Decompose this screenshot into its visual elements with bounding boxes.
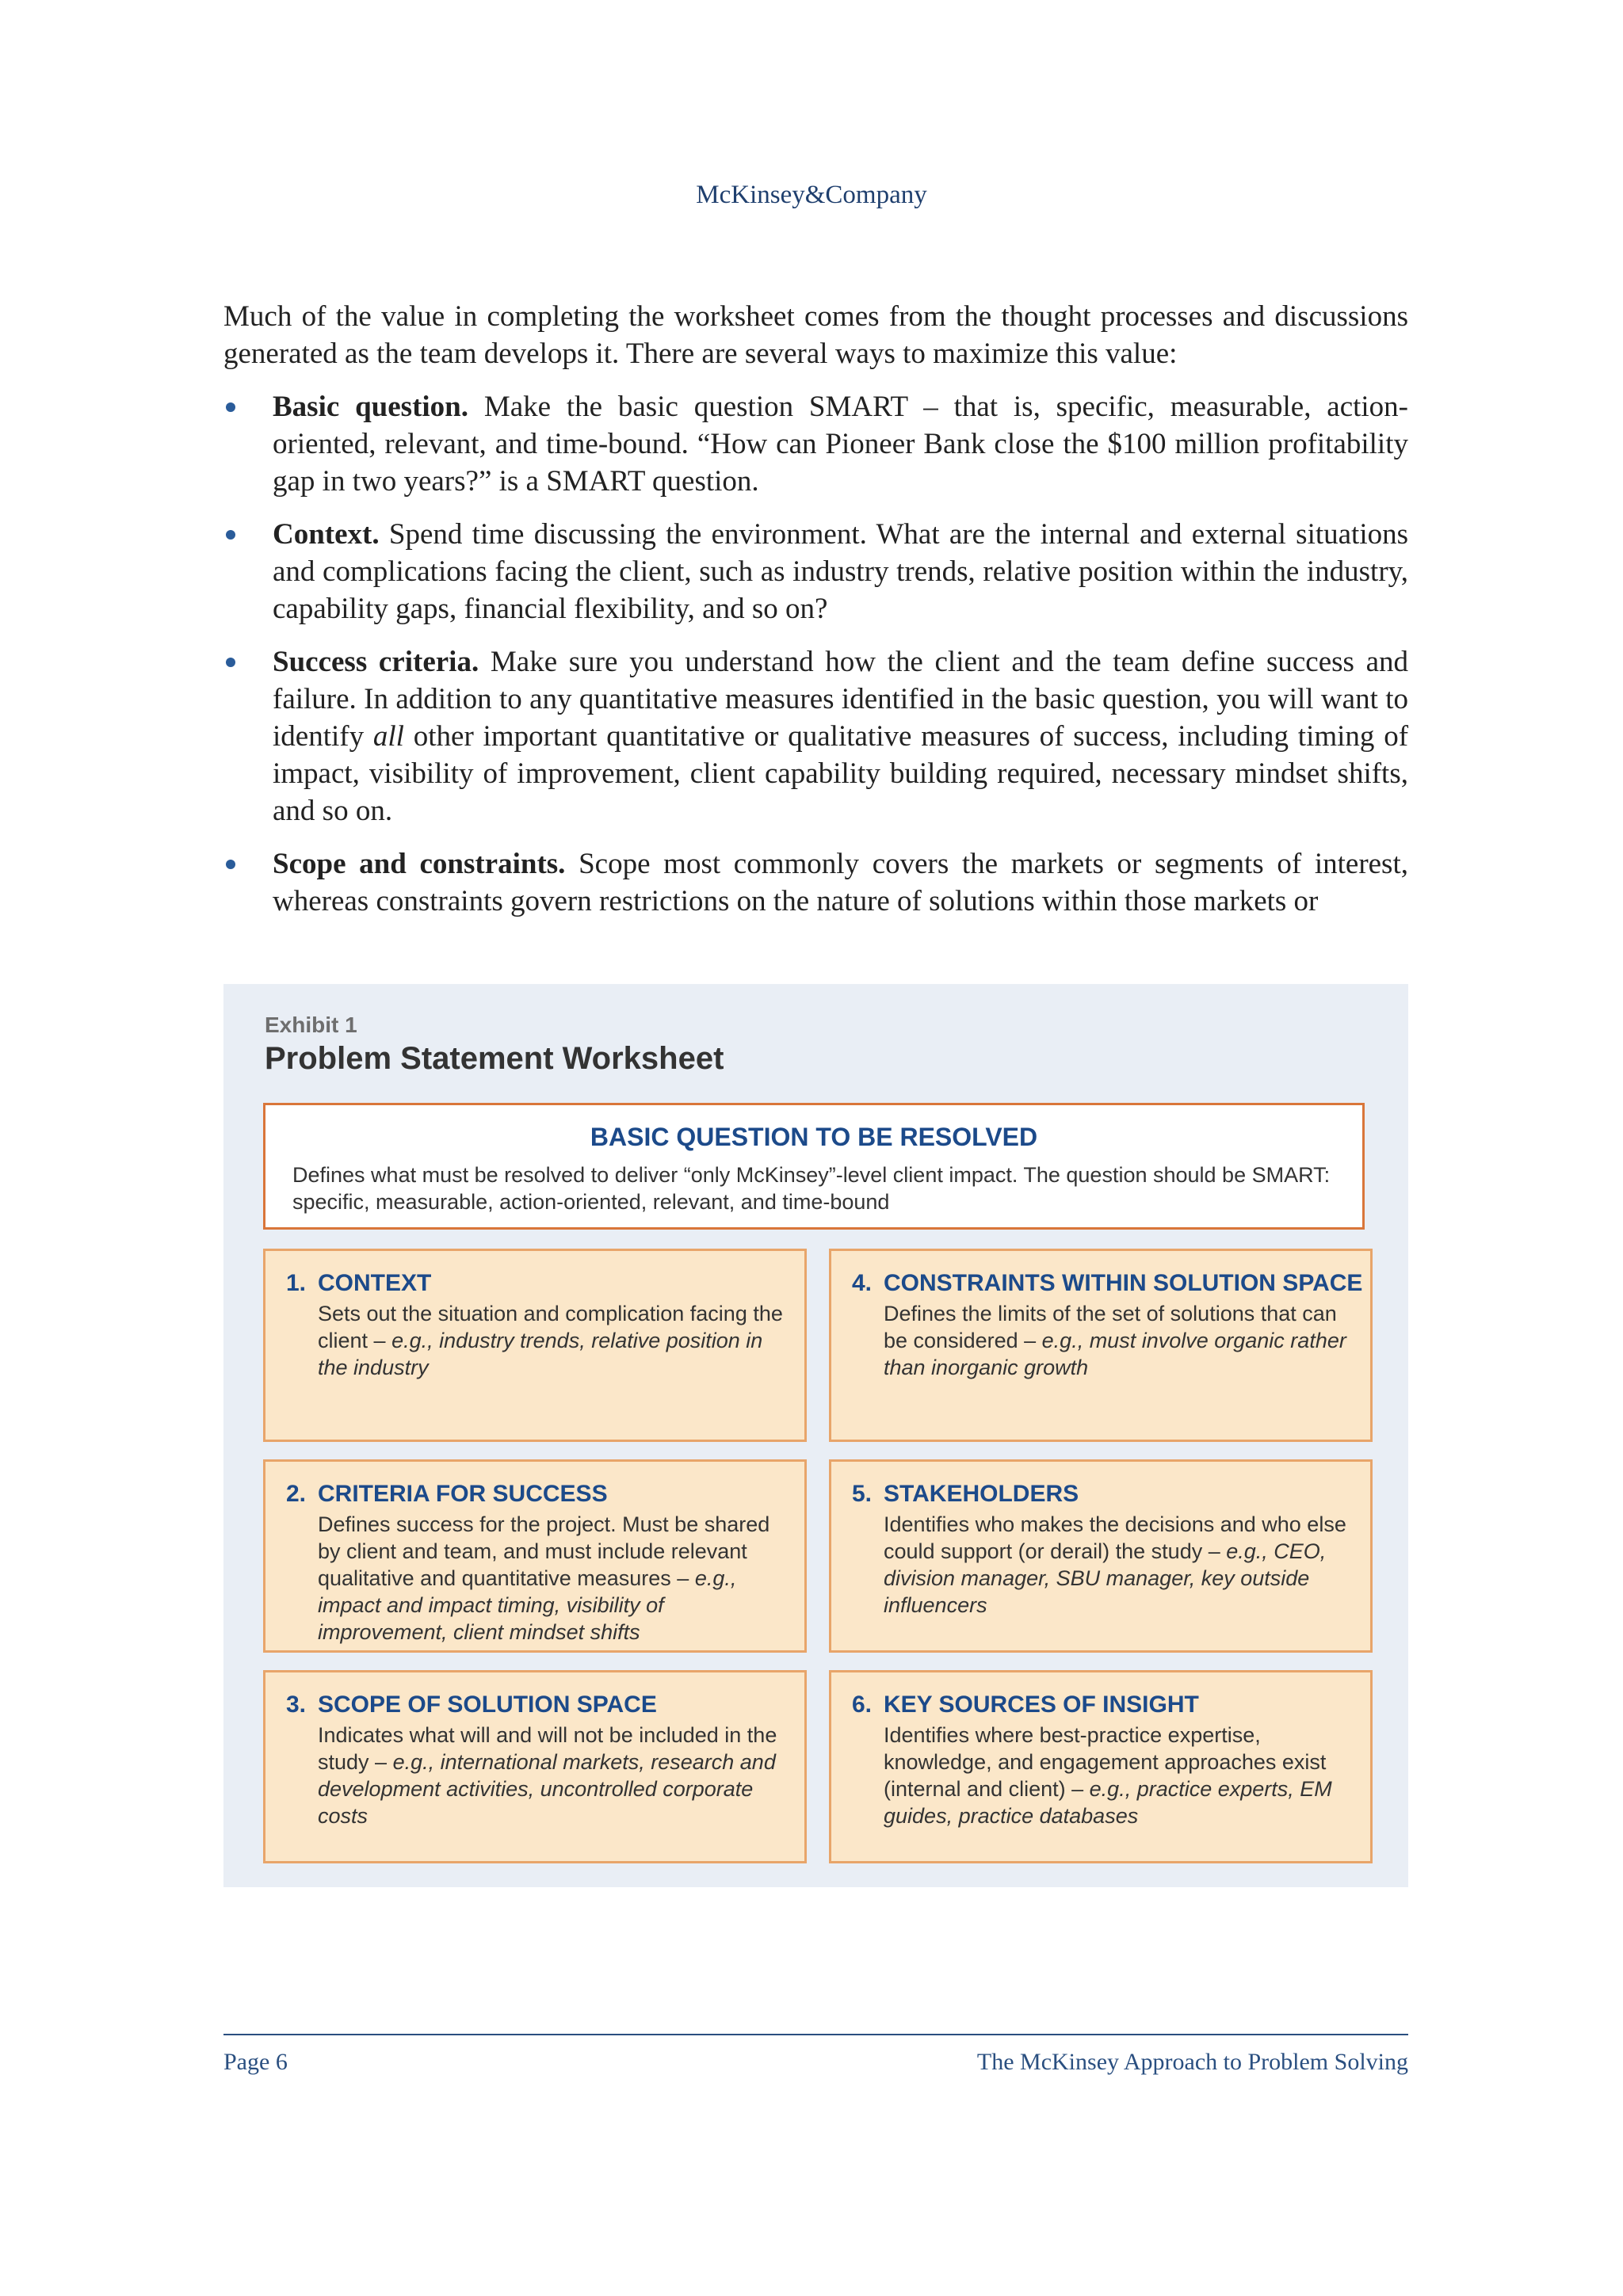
bullet-term: Basic question. [273, 391, 468, 423]
page-number: Page 6 [223, 2049, 288, 2075]
bullet-icon [226, 860, 235, 869]
bullet-emphasis: all [372, 720, 404, 753]
basic-question-desc: Defines what must be resolved to deliver “only McKinsey”-level client impact. The question should be SMART: specific, measurable, action-oriented, relevant, and time-bound [292, 1163, 1331, 1214]
card-title: 1. CONTEXT [286, 1270, 432, 1296]
card-desc: Identifies where best-practice expertise, knowledge, and engagement approaches exist (internal and client) – e.g., practice experts, EM guides, practice databases [884, 1723, 1332, 1828]
card-title: 6. KEY SOURCES OF INSIGHT [852, 1691, 1199, 1718]
bullet-list [223, 388, 1408, 920]
card-title: 3. SCOPE OF SOLUTION SPACE [286, 1691, 657, 1718]
card-desc: Defines success for the project. Must be shared by client and team, and must include relevant qualitative and quantitative measures – e.g., impact and impact timing, visibility of improvement, client mindset shifts [318, 1512, 770, 1644]
card-criteria-for-success [263, 1459, 807, 1653]
card-key-sources-of-insight [829, 1670, 1373, 1863]
card-desc: Identifies who makes the decisions and who else could support (or derail) the study – e.g., CEO, division manager, SBU manager, key outside influencers [884, 1512, 1346, 1617]
list-item [223, 643, 1408, 830]
bullet-term: Context. [273, 518, 380, 551]
bullet-text: Make sure you understand how the client and the team define success and failure. In addition to any quantitative measures identified in the basic question, you will want to identify [273, 646, 1409, 753]
bullet-text: Scope most commonly covers the markets or segments of interest, whereas constraints govern restrictions on the nature of solutions within those markets or [273, 848, 1408, 917]
bullet-term: Success criteria. [273, 646, 479, 678]
list-item [223, 516, 1408, 627]
intro-paragraph: Much of the value in completing the worksheet comes from the thought processes and discussions generated as the team develops it. There are several ways to maximize this value: [223, 300, 1408, 370]
bullet-icon [226, 530, 235, 540]
bullet-icon [226, 402, 235, 412]
bullet-text: Spend time discussing the environment. What are the internal and external situations and complications facing the client, such as industry trends, relative position within the industry, capability gaps, financial flexibility, and so on? [273, 518, 1409, 625]
exhibit-panel [223, 984, 1408, 1887]
list-item [223, 845, 1408, 920]
card-stakeholders [829, 1459, 1373, 1653]
card-title: 4. CONSTRAINTS WITHIN SOLUTION SPACE [852, 1270, 1363, 1296]
card-desc: Defines the limits of the set of solutions that can be considered – e.g., must involve organic rather than inorganic growth [884, 1302, 1346, 1379]
exhibit-label: Exhibit 1 [265, 1013, 357, 1037]
card-context [263, 1249, 807, 1442]
brand-logo: McKinsey&Company [696, 181, 927, 209]
footer-divider [223, 2034, 1408, 2035]
card-title: 2. CRITERIA FOR SUCCESS [286, 1481, 608, 1507]
bullet-term: Scope and constraints. [273, 848, 566, 880]
body-text [223, 298, 1408, 936]
basic-question-title: BASIC QUESTION TO BE RESOLVED [590, 1123, 1038, 1151]
bullet-icon [226, 658, 235, 667]
card-desc: Sets out the situation and complication facing the client – e.g., industry trends, relative position in the industry [318, 1302, 783, 1379]
card-scope-of-solution-space [263, 1670, 807, 1863]
bullet-text: other important quantitative or qualitative measures of success, including timing of impact, visibility of improvement, client capability building required, necessary mindset shifts, and so on. [273, 720, 1409, 827]
document-title: The McKinsey Approach to Problem Solving [976, 2049, 1408, 2075]
basic-question-box [263, 1103, 1365, 1230]
list-item [223, 388, 1408, 500]
card-constraints [829, 1249, 1373, 1442]
card-desc: Indicates what will and will not be included in the study – e.g., international markets, research and development activities, uncontrolled corporate costs [318, 1723, 777, 1828]
exhibit-title: Problem Statement Worksheet [265, 1041, 724, 1076]
card-title: 5. STAKEHOLDERS [852, 1481, 1079, 1507]
bullet-text: Make the basic question SMART – that is, specific, measurable, action-oriented, relevant, and time-bound. “How can Pioneer Bank close the $100 million profitability gap in two years?” is a SMART question. [273, 391, 1408, 498]
